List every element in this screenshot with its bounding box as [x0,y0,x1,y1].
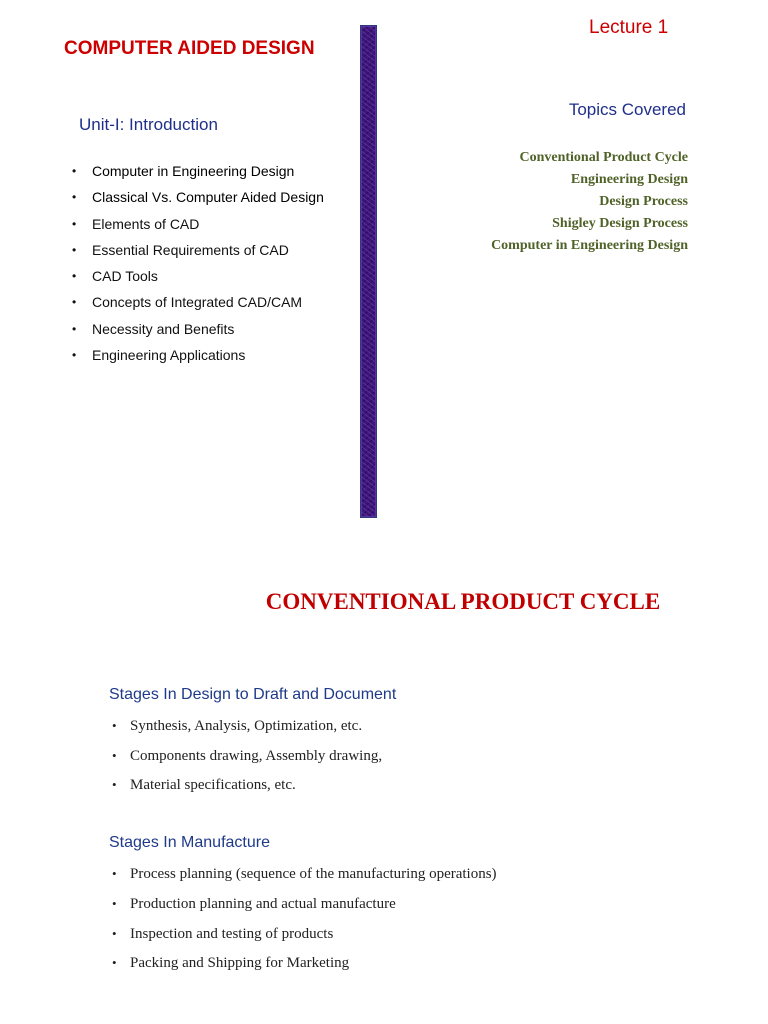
unit-topic-item: • Concepts of Integrated CAD/CAM [72,292,324,318]
design-stages-list [110,716,382,805]
unit-topic-list [72,161,324,371]
topics-covered-list [491,148,688,258]
manufacture-stage-item: • Production planning and actual manufacture [110,894,497,924]
design-stage-item: • Synthesis, Analysis, Optimization, etc. [110,716,382,746]
unit-topic-item: • Engineering Applications [72,345,324,371]
section-title: CONVENTIONAL PRODUCT CYCLE [265,589,661,614]
unit-topic-item: • Elements of CAD [72,214,324,240]
manufacture-stages-heading: Stages In Manufacture [109,834,270,851]
manufacture-stage-item: • Process planning (sequence of the manufacturing operations) [110,864,497,894]
design-stage-item: • Material specifications, etc. [110,775,382,805]
topics-covered-heading: Topics Covered [568,100,686,119]
document-title: COMPUTER AIDED DESIGN [64,38,315,59]
topic-item: Conventional Product Cycle [519,150,688,165]
unit-topic-item: • Necessity and Benefits [72,319,324,345]
decorative-vertical-bar [360,25,377,518]
manufacture-stages-list [110,864,497,983]
topic-item: Shigley Design Process [552,216,688,231]
lecture-label: Lecture 1 [589,17,669,38]
unit-title: Unit-I: Introduction [79,115,218,134]
unit-topic-item: • Classical Vs. Computer Aided Design [72,187,324,213]
topic-item: Design Process [599,194,688,209]
manufacture-stage-item: • Inspection and testing of products [110,924,497,954]
unit-topic-item: • Computer in Engineering Design [72,161,324,187]
topic-item: Engineering Design [570,172,688,187]
design-stage-item: • Components drawing, Assembly drawing, [110,746,382,776]
unit-topic-item: • Essential Requirements of CAD [72,240,324,266]
manufacture-stage-item: • Packing and Shipping for Marketing [110,953,497,983]
topic-item: Computer in Engineering Design [491,238,688,253]
unit-topic-item: • CAD Tools [72,266,324,292]
design-stages-heading: Stages In Design to Draft and Document [109,686,397,703]
